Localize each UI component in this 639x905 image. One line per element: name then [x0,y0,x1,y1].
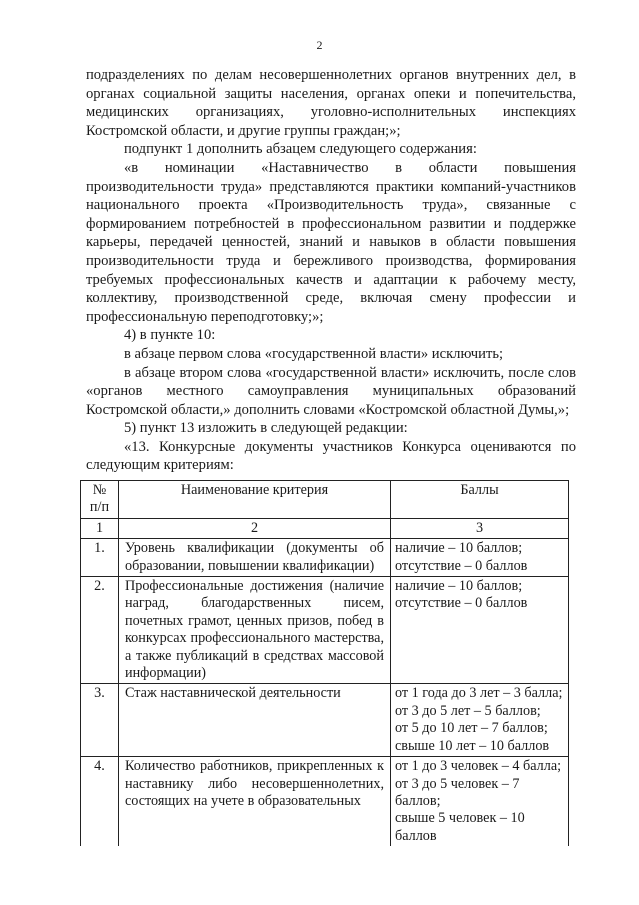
points-line: от 1 до 3 человек – 4 балла; [395,758,562,775]
row-number: 2. [81,577,119,684]
points-line: отсутствие – 0 баллов [395,595,528,612]
points-line: от 3 до 5 лет – 5 баллов; [395,702,541,719]
row-points [391,577,569,684]
body-text [86,66,576,475]
criteria-table-wrapper [80,480,580,844]
paragraph: «в номинации «Наставничество в области повышения производительности труда» представляются практики компаний-участников национального проекта «Производительность труда», связанные с формированием потребностей в профессиональном развитии и поддержке карьеры, передачей ценностей, знаний и навыков в области повышения производительности труда и бережливого производства, формирования требуемых профессиональных качеств и адаптации к рабочему месту, коллективу, производственной среде, включая смену профессии и профессиональную переподготовку;»; [86,159,576,325]
header-criterion: Наименование критерия [119,481,391,519]
paragraph: в абзаце втором слова «государственной власти» исключить, после слов «органов местного самоуправления муниципальных образований Костромской области,» дополнить словами «Костромской областной Думы,»; [86,364,576,418]
row-number: 4. [81,757,119,847]
points-line: отсутствие – 0 баллов [395,557,528,574]
row-points [391,757,569,847]
table-row [81,757,569,847]
column-number: 3 [391,518,569,538]
points-line: от 3 до 5 человек – 7 баллов; [395,775,520,809]
header-points: Баллы [391,481,569,519]
points-line: свыше 5 человек – 10 баллов [395,810,525,844]
table-header-row [81,481,569,519]
header-number: № п/п [81,481,119,519]
paragraph: подпункт 1 дополнить абзацем следующего содержания: [124,141,477,158]
row-points [391,684,569,757]
table-row [81,539,569,577]
paragraph: «13. Конкурсные документы участников Конкурса оцениваются по следующим критериям: [86,438,576,474]
table-row [81,684,569,757]
column-number: 1 [81,518,119,538]
page-number: 2 [316,38,323,52]
points-line: наличие – 10 баллов; [395,540,523,557]
column-number: 2 [119,518,391,538]
points-line: от 5 до 10 лет – 7 баллов; [395,720,548,737]
row-number: 3. [81,684,119,757]
row-points [391,539,569,577]
paragraph: 5) пункт 13 изложить в следующей редакции: [124,420,408,437]
criteria-table [80,480,569,846]
row-criterion: Профессиональные достижения (наличие наград, благодарственных писем, почетных грамот, ценных призов, побед в конкурсах профессионального мастерства, а также публикаций в средствах массовой информации) [119,577,391,684]
points-line: наличие – 10 баллов; [395,578,523,595]
table-numbering-row [81,518,569,538]
row-criterion: Уровень квалификации (документы об образовании, повышении квалификации) [119,539,391,577]
row-number: 1. [81,539,119,577]
table-row [81,577,569,684]
paragraph: в абзаце первом слова «государственной власти» исключить; [124,345,504,362]
row-criterion: Количество работников, прикрепленных к наставнику либо несовершеннолетних, состоящих на учете в образовательных [119,757,391,847]
paragraph: 4) в пункте 10: [124,327,216,344]
points-line: свыше 10 лет – 10 баллов [395,737,550,754]
points-line: от 1 года до 3 лет – 3 балла; [395,685,563,702]
row-criterion: Стаж наставнической деятельности [119,684,391,757]
paragraph: подразделениях по делам несовершеннолетних органов внутренних дел, в органах социальной защиты населения, органах опеки и попечительства, медицинских организациях, уголовно-исполнительных инспекциях Костромской области, и другие группы граждан;»; [86,67,576,139]
